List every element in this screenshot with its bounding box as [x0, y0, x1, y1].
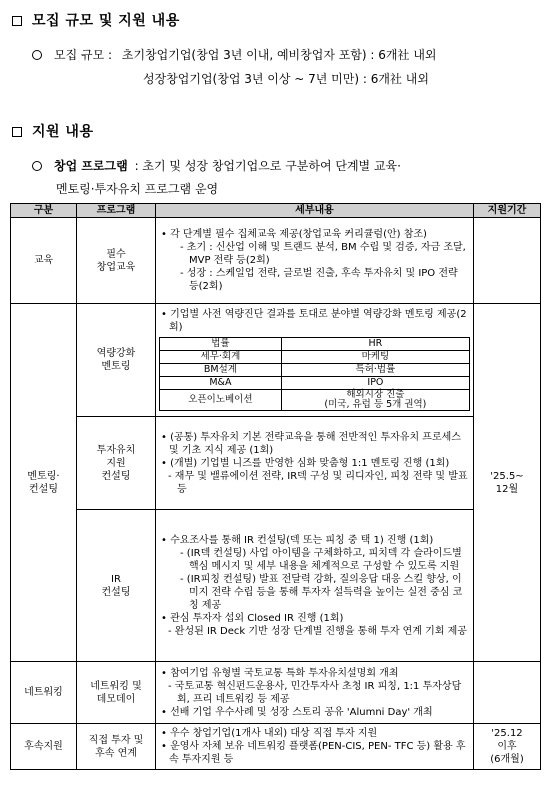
cell-program-ir: IR 컨설팅: [77, 510, 156, 662]
table-header-row: [11, 204, 541, 218]
circle-bullet-icon: [32, 161, 42, 171]
field-cell: HR: [281, 338, 469, 351]
cell-category-mentoring: 멘토링· 컨설팅: [11, 304, 77, 662]
header-period: 지원기간: [474, 204, 541, 218]
checkbox-bullet-icon: [12, 127, 22, 137]
detail-line: • 선배 기업 우수사례 및 성장 스토리 공유 'Alumni Day' 개최: [161, 706, 433, 718]
scale-early-stage: 초기창업기업(창업 3년 이내, 예비창업자 포함) : 6개社 내외: [121, 48, 437, 62]
cell-details-capacity: [156, 304, 474, 417]
detail-line: • 수요조사를 통해 IR 컨설팅(덱 또는 피칭 중 택 1) 진행 (1회): [161, 534, 434, 546]
cell-period-mentoring: '25.5~ 12월: [474, 304, 541, 662]
detail-line: • 우수 창업기업(1개사 내외) 대상 직접 투자 지원: [161, 728, 378, 739]
field-cell: 해외시장 진출 (미국, 유럽 등 5개 권역): [281, 390, 469, 411]
cell-details-investment: [156, 417, 474, 510]
table-row-capacity-mentoring: [11, 304, 541, 417]
cell-period-education: [474, 218, 541, 304]
scale-growth-stage: 성장창업기업(창업 3년 이상 ~ 7년 미만) : 6개社 내외: [143, 72, 429, 86]
header-category: 구분: [11, 204, 77, 218]
cell-details-followup: [156, 724, 474, 770]
detail-line: - (IR피칭 컨설팅) 발표 전달력 강화, 질의응답 대응 스킬 향상, 이미지 전략 수립 등을 통해 투자자 설득력을 높이는 실전 중심 코칭 제공: [180, 573, 463, 611]
field-cell: 오픈이노베이션: [160, 390, 282, 411]
cell-details-ir: [156, 510, 474, 662]
field-cell: IPO: [281, 377, 469, 390]
section-support-title: 지원 내용: [12, 121, 93, 141]
program-summary-line-1: [32, 157, 401, 174]
header-program: 프로그램: [77, 204, 156, 218]
program-label: 창업 프로그램: [54, 159, 128, 173]
detail-line: - 성장 : 스케일업 전략, 글로벌 진출, 후속 투자유치 및 IPO 전략 등(2회): [180, 268, 458, 292]
section-recruitment-title: 모집 규모 및 지원 내용: [12, 10, 180, 30]
table-row-education: [11, 218, 541, 304]
fields-row: [160, 338, 470, 351]
program-desc-2: 멘토링·투자유치 프로그램 운영: [56, 182, 219, 196]
scale-label: 모집 규모 :: [54, 48, 113, 62]
detail-line: - 완성된 IR Deck 기반 성장 단계별 진행을 통해 투자 연계 기회 제공: [168, 625, 467, 637]
fields-row: [160, 351, 470, 364]
detail-line: - (IR덱 컨설팅) 사업 아이템을 구체화하고, 피치덱 각 슬라이드별 핵심 메시지 및 세부 내용을 체계적으로 구성할 수 있도록 지원: [180, 547, 462, 572]
detail-line: • 관심 투자자 섭외 Closed IR 진행 (1회): [161, 612, 344, 624]
header-details: 세부내용: [156, 204, 474, 218]
program-desc-1: : 초기 및 성장 창업기업으로 구분하여 단계별 교육·: [134, 159, 401, 173]
support-program-table: [10, 203, 541, 770]
fields-row: [160, 377, 470, 390]
detail-line: - 재무 및 밸류에이션 전략, IR덱 구성 및 리디자인, 피칭 전략 및 발표 등: [168, 470, 468, 495]
cell-program-followup: 직접 투자 및 후속 연계: [77, 724, 156, 770]
cell-program-networking: 네트워킹 및 데모데이: [77, 662, 156, 724]
table-row-followup: [11, 724, 541, 770]
detail-line: • 참여기업 유형별 국토교통 특화 투자유치설명회 개최: [161, 667, 399, 679]
checkbox-bullet-icon: [12, 16, 22, 26]
field-cell: 세무·회계: [160, 351, 282, 364]
detail-line: • 각 단계별 필수 집체교육 제공(창업교육 커리큘럼(안) 참조): [161, 229, 427, 240]
cell-program-capacity: 역량강화 멘토링: [77, 304, 156, 417]
cell-program-education: 필수 창업교육: [77, 218, 156, 304]
detail-line: • 기업별 사전 역량진단 결과를 토대로 분야별 역량강화 멘토링 제공(2회): [161, 309, 467, 333]
cell-category-education: 교육: [11, 218, 77, 304]
detail-line: • 운영사 자체 보유 네트워킹 플랫폼(PEN-CIS, PEN- TFC 등) 활용 후속 투자지원 등: [161, 741, 466, 765]
field-cell: M&A: [160, 377, 282, 390]
cell-details-networking: [156, 662, 474, 724]
mentoring-fields-table: [159, 337, 470, 411]
recruitment-scale-line-1: [32, 46, 437, 63]
table-row-investment-consulting: [11, 417, 541, 510]
field-cell: 법률: [160, 338, 282, 351]
detail-line: - 초기 : 신산업 이해 및 트랜드 분석, BM 수립 및 검증, 자금 조달, MVP 전략 등(2회): [180, 242, 466, 266]
circle-bullet-icon: [32, 50, 42, 60]
field-cell: BM설계: [160, 364, 282, 377]
fields-row: [160, 390, 470, 411]
detail-line: • (공통) 투자유치 기본 전략교육을 통해 전반적인 투자유치 프로세스 및 기초 지식 제공 (1회): [161, 431, 461, 456]
cell-program-investment: 투자유치 지원 컨설팅: [77, 417, 156, 510]
detail-line: - 국토교통 혁신펀드운용사, 민간투자사 초청 IR 피칭, 1:1 투자상담회, 프리 네트워킹 등 제공: [168, 680, 462, 705]
fields-row: [160, 364, 470, 377]
cell-category-networking: 네트워킹: [11, 662, 77, 724]
table-row-ir-consulting: [11, 510, 541, 662]
cell-details-education: [156, 218, 474, 304]
field-cell: 마케팅: [281, 351, 469, 364]
detail-line: • (개별) 기업별 니즈를 반영한 심화 맞춤형 1:1 멘토링 진행 (1회): [161, 457, 450, 469]
table-row-networking: [11, 662, 541, 724]
cell-category-followup: 후속지원: [11, 724, 77, 770]
field-cell: 특허·법률: [281, 364, 469, 377]
cell-period-networking: [474, 662, 541, 724]
cell-period-followup: '25.12 이후 (6개월): [474, 724, 541, 770]
